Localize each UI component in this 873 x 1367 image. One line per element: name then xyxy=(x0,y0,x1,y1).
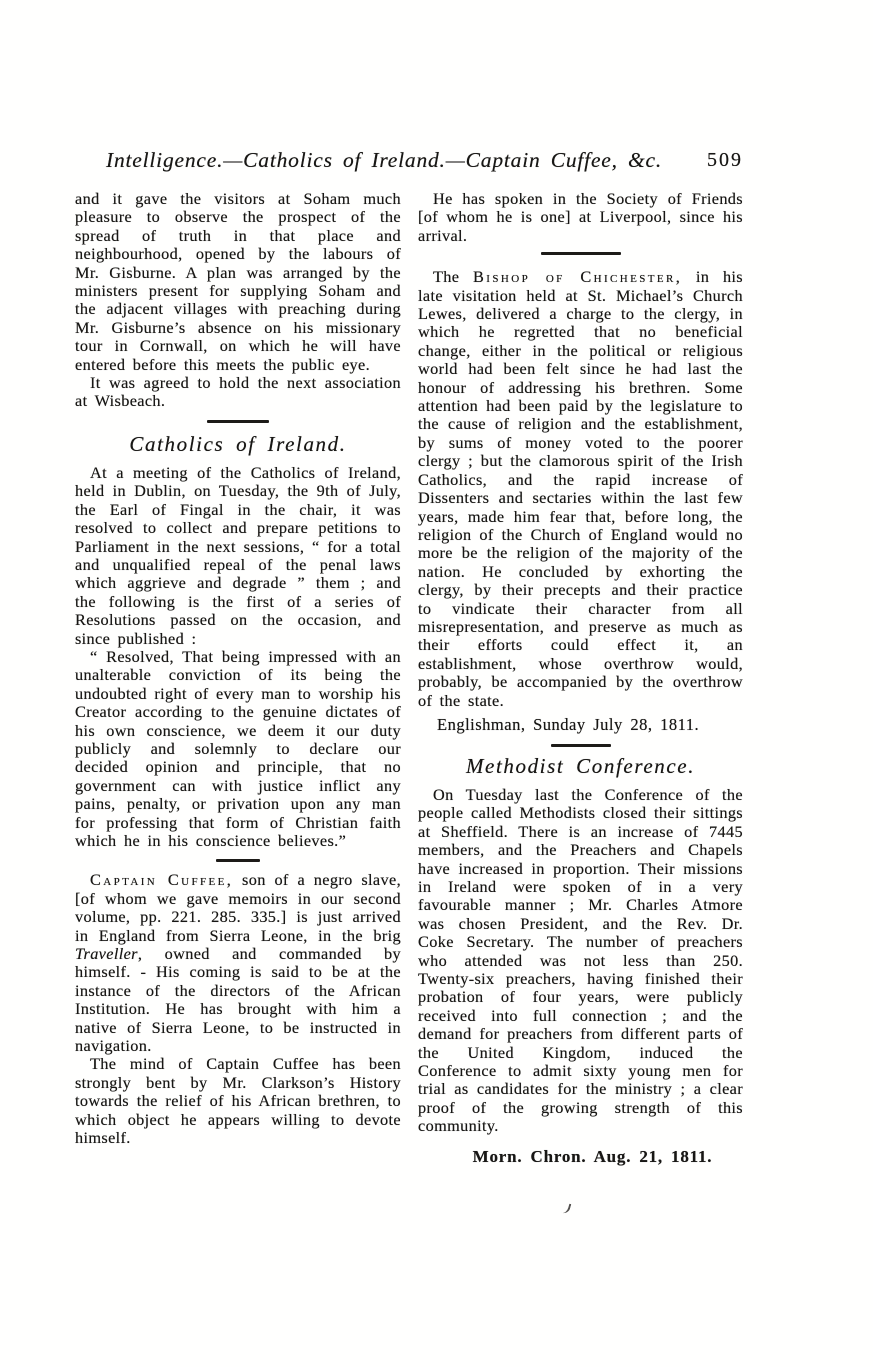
captain-cuffee-lead: Captain Cuffee, xyxy=(90,870,234,890)
left-column xyxy=(75,190,401,1148)
ink-speck xyxy=(562,1202,572,1215)
bishop-of-chichester-paragraph xyxy=(418,268,743,710)
methodist-conference-paragraph: On Tuesday last the Conference of the people called Methodists closed their sittings at Sheffield. There is an increase of 7445 members, and the Preachers and Chapels have increased in proportion. Their missions in Ireland were spoken of in a very favourable manner ; Mr. Charles Atmore was chosen President, and the Rev. Dr. Coke Secretary. The number of preachers who attended was not less than 250. Twenty-six preachers, having finished their probation of four years, were publicly received into full connection ; and the demand for preachers from different parts of the United Kingdom, induced the Conference to admit sixty young men for trial as candidates for the ministry ; a clear proof of the growing strength of this community. xyxy=(418,784,743,1136)
catholics-paragraph-2: “ Resolved, That being impressed with an unalterable conviction of its being the undoubted right of every man to worship his Creator according to the genuine dictates of his own conscience, we deem it our duty publicly and solemnly to declare our decided opinion and principle, that no government can with justice inflict any pains, penalty, or privation upon any man for professing that form of Christian faith which he in his conscience believes.” xyxy=(75,646,401,850)
catholics-paragraph-1: At a meeting of the Catholics of Ireland, held in Dublin, on Tuesday, the 9th of July, the Earl of Fingal in the chair, it was resolved to collect and prepare petitions to Parliament in the next sessions, “ for a total and unqualified repeal of the penal laws which aggrieve and degrade ” them ; and the following is the first of a series of Resolutions passed on the occasion, and since published : xyxy=(75,462,401,648)
right-column xyxy=(418,190,743,1167)
section-divider-rule xyxy=(216,859,260,862)
running-title: Intelligence.—Catholics of Ireland.—Captain Cuffee, &c. xyxy=(106,148,663,172)
methodist-conference-heading: Methodist Conference. xyxy=(465,753,696,778)
section-divider-rule xyxy=(207,420,269,423)
soham-paragraph-1: and it gave the visitors at Soham much pleasure to observe the prospect of the spread of truth in that place and neighbourhood, opened by the labours of Mr. Gisburne. A plan was arranged by the ministers present for supplying Soham and the adjacent villages with preaching during Mr. Gisburne’s absence on his missionary tour in Cornwall, on which he will have entered before this meets the public eye. xyxy=(75,189,401,374)
section-divider-rule xyxy=(551,744,611,747)
cuffee-liverpool-paragraph: He has spoken in the Society of Friends [of whom he is one] at Liverpool, since his arrival. xyxy=(418,189,743,245)
morning-chronicle-attribution: Morn. Chron. Aug. 21, 1811. xyxy=(472,1146,713,1166)
captain-cuffee-paragraph-2: The mind of Captain Cuffee has been strongly bent by Mr. Clarkson’s History towards the relief of his African brethren, to which object he appears willing to devote himself. xyxy=(75,1054,401,1148)
captain-cuffee-text-before-ship: son of a negro slave, [of whom we gave memoirs in our second volume, pp. 221. 285. 335.] is just arrived in England from Sierra Leone, in the brig xyxy=(75,870,401,945)
bishop-paragraph-text: in his late visitation held at St. Michael’s Church Lewes, delivered a charge to the clergy, in which he regretted that no beneficial change, either in the political or religious world had been felt since he had last the honour of addressing his brethren. Some attention had been paid by the legislature to the cause of religion and the establishment, by sums of money voted to the poorer clergy ; but the clamorous spirit of the Irish Catholics, and the rapid increase of Dissenters and sectaries within the last few years, made him fear that, before long, the religion of the Church of England would no more be the religion of the majority of the nation. He concluded by exhorting the clergy, by their precepts and their practice to vindicate their character from all misrepresentation, and preserve as much as their efforts could effect it, an establishment, whose overthrow would, probably, be accompanied by the overthrow of the state. xyxy=(418,267,743,710)
soham-paragraph-2: It was agreed to hold the next association at Wisbeach. xyxy=(75,373,401,411)
page-number: 509 xyxy=(707,149,743,171)
bishop-of-chichester-lead: Bishop of Chichester, xyxy=(473,267,683,287)
bishop-lead-prefix: The xyxy=(433,267,474,287)
captain-cuffee-paragraph-1 xyxy=(75,871,401,1055)
englishman-attribution: Englishman, Sunday July 28, 1811. xyxy=(437,714,700,734)
captain-cuffee-text-after-ship: , owned and commanded by himself. - His coming is said to be at the instance of the directors of the African Institution. He has brought with him a native of Sierra Leone, to be instructed in navigation. xyxy=(75,944,401,1056)
ship-name-traveller: Traveller xyxy=(75,944,138,964)
section-divider-rule xyxy=(541,252,621,255)
catholics-of-ireland-heading: Catholics of Ireland. xyxy=(129,431,347,456)
